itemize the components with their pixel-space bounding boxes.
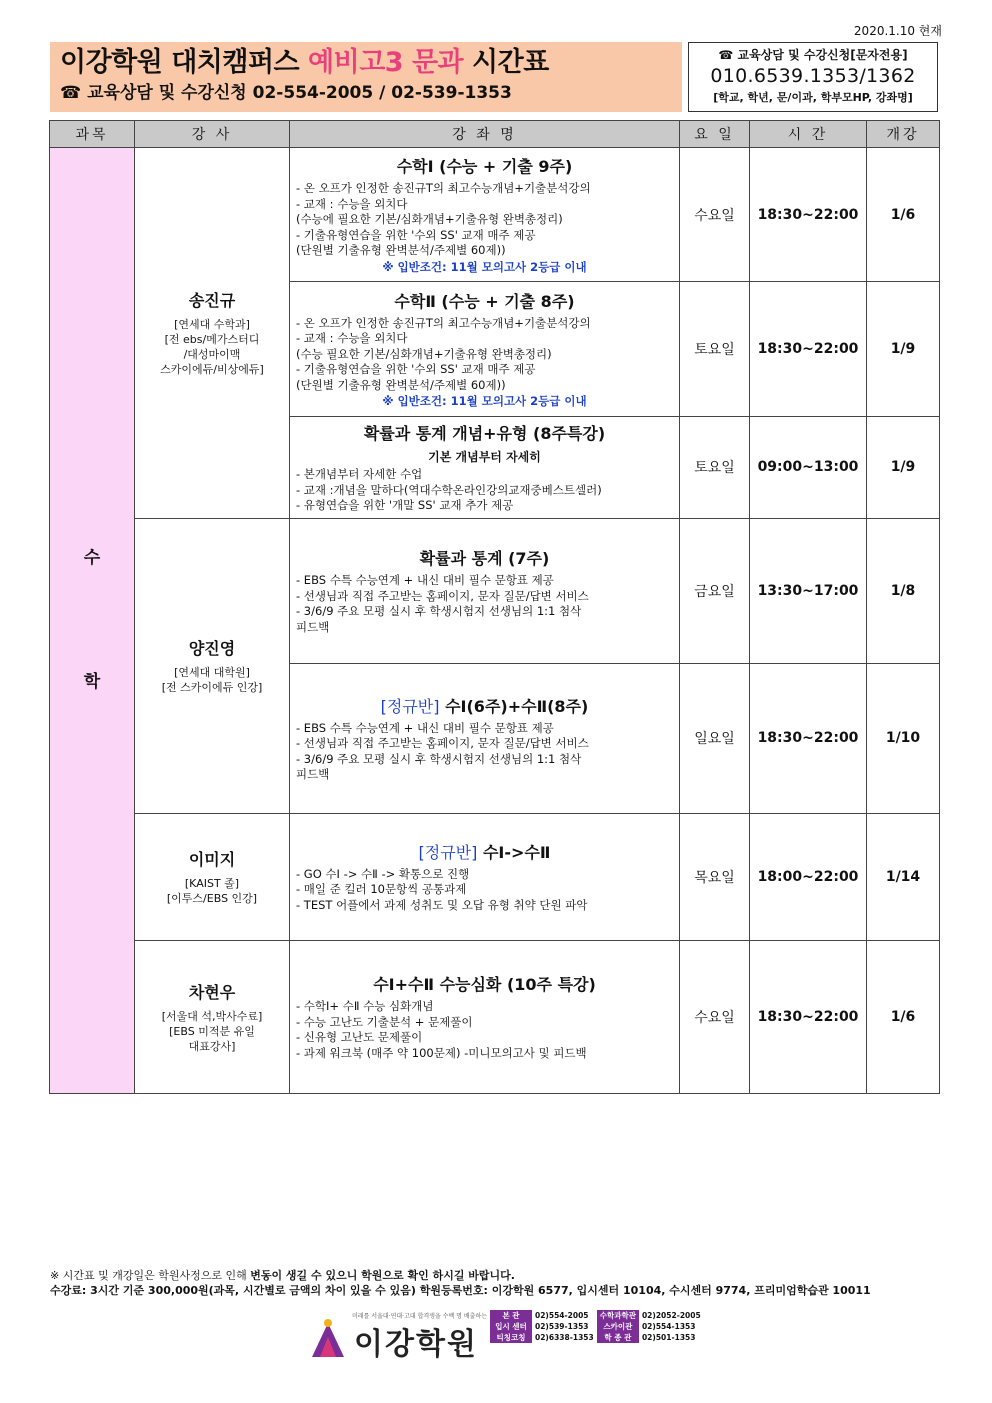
course-title: 확률과 통계 개념+유형 (8주특강) (363, 424, 606, 443)
course-line: - 기출유형연습을 위한 '수외 SS' 교재 매주 제공 (296, 227, 536, 242)
branch-phone: 02)6338-1353 (535, 1333, 594, 1342)
fee-info: 수강료: 3시간 기준 300,000원(과목, 시간별로 금액의 차이 있을 수 있음) 학원등록번호: 이강학원 6577, 입시센터 10104, 수시센터 9774, 프리미엄학습관 10011 (50, 1284, 871, 1297)
teacher-cell (135, 813, 290, 940)
branch-phone: 02)554-1353 (641, 1322, 696, 1331)
branch-name: 수학과학관 (597, 1310, 639, 1321)
title-main: 이강학원 대치캠퍼스 (60, 47, 309, 78)
phone-line: ☎ 교육상담 및 수강신청 02-554-2005 / 02-539-1353 (60, 83, 512, 103)
course-start: 1/14 (867, 813, 940, 940)
course-start: 1/8 (867, 518, 940, 663)
branch-name: 본 관 (490, 1310, 532, 1321)
teacher-cell (135, 940, 290, 1093)
course-tag: [정규반] (418, 842, 478, 862)
course-line: - 기출유형연습을 위한 '수외 SS' 교재 매주 제공 (296, 362, 536, 377)
course-time: 13:30~17:00 (750, 518, 867, 663)
branch-row (490, 1310, 704, 1321)
course-title (296, 840, 673, 863)
logo-slogan: 미래를 서울대·연대·고대 합격생을 수백 명 배출하는 (352, 1313, 488, 1320)
branch-phone: 02)554-2005 (535, 1311, 589, 1320)
course-line: - 신유형 고난도 문제풀이 (296, 1030, 423, 1044)
course-cell (290, 518, 680, 663)
course-line: - EBS 수특 수능연계 + 내신 대비 필수 문항표 제공 (296, 573, 554, 587)
course-line: (수능 필요한 기본/심화개념+기출유형 완벽총정리) (296, 346, 552, 361)
course-title: 확률과 통계 (7주) (419, 549, 550, 568)
course-line: (단원별 기출유형 완벽분석/주제별 60제)) (296, 377, 506, 392)
notice-bold: 변동이 생길 수 있으니 학원으로 확인 하시길 바랍니다. (250, 1269, 515, 1282)
table-header-row (50, 121, 940, 148)
course-start: 1/10 (867, 663, 940, 813)
course-time: 18:30~22:00 (750, 282, 867, 417)
course-day: 수요일 (680, 940, 750, 1093)
course-cell (290, 282, 680, 417)
course-line: - 교재 : 수능을 외치다 (296, 331, 408, 346)
teacher-cell (135, 148, 290, 519)
course-line: - 수학Ⅰ+ 수Ⅱ 수능 심화개념 (296, 999, 434, 1013)
course-time: 18:00~22:00 (750, 813, 867, 940)
course-title (296, 694, 673, 717)
col-day: 요 일 (680, 121, 750, 148)
branch-name: 스카이관 (597, 1321, 639, 1332)
schedule-table (49, 120, 940, 1094)
course-title: 수학Ⅰ (수능 + 기출 9주) (396, 157, 573, 177)
course-time: 18:30~22:00 (750, 940, 867, 1093)
subject-cell (50, 148, 135, 1094)
branch-phone: 02)2052-2005 (641, 1311, 701, 1320)
teacher-info: [KAIST 졸] [이투스/EBS 인강] (166, 877, 258, 905)
course-start: 1/6 (867, 148, 940, 282)
col-start: 개강 (867, 121, 940, 148)
course-cell (290, 663, 680, 813)
course-cell (290, 148, 680, 282)
teacher-info: [연세대 수학과] [전 ebs/메가스터디 /대성마이맥 스카이에듀/비상에듀] (160, 318, 264, 377)
teacher-info: [서울대 석,박사수료] [EBS 미적분 유일 대표강사] (161, 1009, 263, 1053)
course-day: 수요일 (680, 148, 750, 282)
page-title (60, 46, 672, 80)
course-cell (290, 813, 680, 940)
course-title: 수Ⅰ+수Ⅱ 수능심화 (10주 특강) (373, 975, 596, 994)
course-line: - 교재 :개념을 말하다(역대수학온라인강의교재중베스트셀러) (296, 482, 602, 497)
course-time: 18:30~22:00 (750, 148, 867, 282)
course-line: - 3/6/9 주요 모평 실시 후 학생시험지 선생님의 1:1 첨삭 (296, 604, 582, 618)
course-line: - 3/6/9 주요 모평 실시 후 학생시험지 선생님의 1:1 첨삭 (296, 751, 582, 766)
title-banner (50, 42, 682, 112)
course-title-text: 수Ⅰ->수Ⅱ (477, 842, 551, 862)
course-line: (수능에 필요한 기본/심화개념+기출유형 완벽총정리) (296, 212, 563, 227)
teacher-name: 양진영 (188, 639, 236, 658)
footer-notes (50, 1268, 871, 1298)
branch-row (490, 1321, 704, 1332)
teacher-name: 차현우 (188, 982, 236, 1002)
logo-wordmark: 이강학원 (354, 1327, 478, 1362)
table-row (50, 148, 940, 282)
course-time: 09:00~13:00 (750, 417, 867, 519)
course-line: - EBS 수특 수능연계 + 내신 대비 필수 문항표 제공 (296, 720, 554, 735)
course-line: (단원별 기출유형 완벽분석/주제별 60제)) (296, 243, 506, 258)
course-line: 피드백 (296, 619, 330, 634)
course-note: ※ 입반조건: 11월 모의고사 2등급 이내 (382, 394, 587, 409)
course-title-text: 수Ⅰ(6주)+수Ⅱ(8주) (439, 696, 589, 716)
subject-label: 수 학 (83, 548, 101, 693)
teacher-cell (135, 518, 290, 813)
title-suffix: 시간표 (463, 47, 549, 78)
teacher-name: 이미지 (188, 850, 236, 869)
course-note: ※ 입반조건: 11월 모의고사 2등급 이내 (382, 259, 587, 274)
course-subtitle: 기본 개념부터 자세히 (428, 450, 541, 464)
col-teacher: 강 사 (135, 121, 290, 148)
notice-text: ※ 시간표 및 개강일은 학원사정으로 인해 (50, 1269, 251, 1282)
course-line: - 유형연습을 위한 '개말 SS' 교재 추가 제공 (296, 498, 514, 512)
schedule-notice (50, 1268, 871, 1283)
course-start: 1/6 (867, 940, 940, 1093)
branch-name: 학 종 관 (597, 1332, 639, 1343)
table-row (50, 940, 940, 1093)
title-highlight: 예비고3 문과 (308, 47, 464, 78)
branch-name: 입시 센터 (490, 1321, 532, 1332)
course-cell (290, 940, 680, 1093)
branch-name: 티칭코칭 (490, 1332, 532, 1343)
course-line: - 온 오프가 인정한 송진규T의 최고수능개념+기출분석강의 (296, 181, 591, 196)
course-start: 1/9 (867, 282, 940, 417)
sms-contact-box (688, 42, 938, 112)
course-line: - 본개념부터 자세한 수업 (296, 467, 423, 481)
course-cell (290, 417, 680, 519)
course-day: 토요일 (680, 282, 750, 417)
course-start: 1/9 (867, 417, 940, 519)
course-line: - 수능 고난도 기출분석 + 문제풀이 (296, 1014, 473, 1029)
contact-fields: [학교, 학년, 문/이과, 학부모HP, 강좌명] (713, 91, 913, 104)
course-tag: [정규반] (380, 696, 440, 716)
course-line: - 매일 준 킬러 10문항씩 공통과제 (296, 882, 467, 897)
course-line: - 교재 : 수능을 외치다 (296, 196, 408, 211)
branch-phone: 02)501-1353 (641, 1333, 696, 1342)
teacher-name: 송진규 (188, 291, 236, 311)
col-time: 시 간 (750, 121, 867, 148)
issue-date: 2020.1.10 현재 (853, 24, 942, 38)
table-row (50, 518, 940, 663)
col-subject: 과목 (50, 121, 135, 148)
course-line: - 선생님과 직접 주고받는 홈페이지, 문자 질문/답변 서비스 (296, 588, 589, 603)
branch-row (490, 1332, 704, 1343)
course-line: - 온 오프가 인정한 송진규T의 최고수능개념+기출분석강의 (296, 315, 591, 330)
course-title: 수학Ⅱ (수능 + 기출 8주) (394, 291, 575, 311)
branch-contacts (490, 1310, 704, 1343)
col-course: 강 좌 명 (290, 121, 680, 148)
course-day: 토요일 (680, 417, 750, 519)
course-day: 일요일 (680, 663, 750, 813)
course-time: 18:30~22:00 (750, 663, 867, 813)
branch-phone: 02)539-1353 (535, 1322, 589, 1331)
teacher-info: [연세대 대학원] [전 스카이에듀 인강] (161, 666, 263, 694)
table-row (50, 813, 940, 940)
course-line: - GO 수Ⅰ -> 수Ⅱ -> 확통으로 진행 (296, 866, 470, 881)
course-line: - 선생님과 직접 주고받는 홈페이지, 문자 질문/답변 서비스 (296, 736, 589, 750)
course-line: - 과제 워크북 (매주 약 100문제) -미니모의고사 및 피드백 (296, 1045, 587, 1060)
course-day: 금요일 (680, 518, 750, 663)
course-line: 피드백 (296, 767, 330, 781)
course-day: 목요일 (680, 813, 750, 940)
contact-label: ☎ 교육상담 및 수강신청[문자전용] (718, 48, 908, 62)
course-line: - TEST 어플에서 과제 성취도 및 오답 유형 취약 단원 파악 (296, 897, 588, 912)
contact-number: 010.6539.1353/1362 (710, 65, 916, 87)
